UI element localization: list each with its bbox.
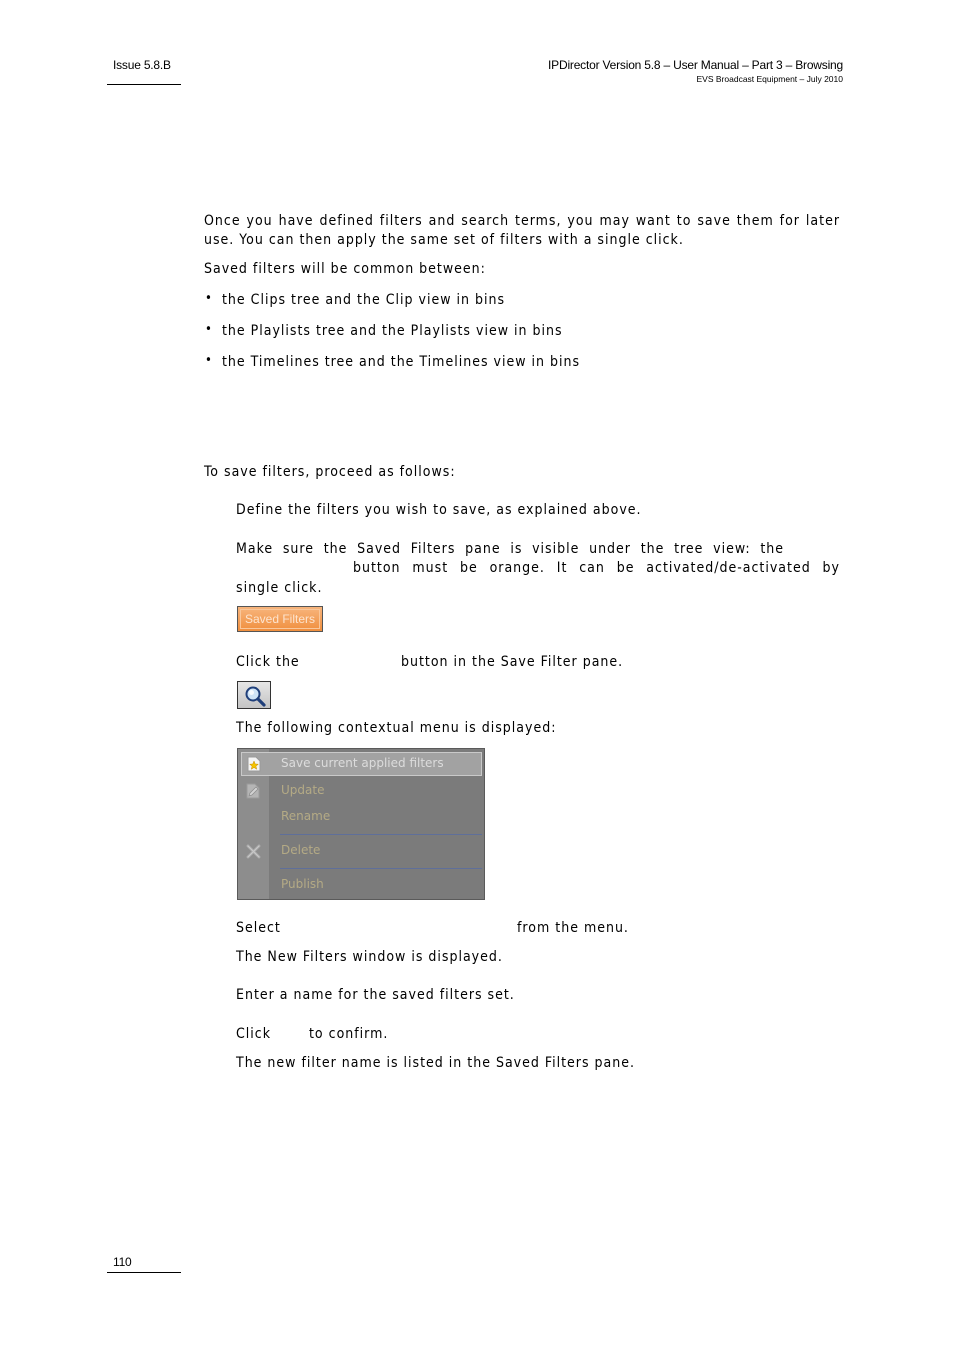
menu-item-label: Publish — [281, 877, 324, 891]
context-menu — [237, 748, 485, 900]
footer-rule — [107, 1272, 181, 1273]
menu-item-label: Rename — [281, 809, 331, 823]
document-subtitle: EVS Broadcast Equipment – July 2010 — [696, 74, 843, 84]
menu-separator — [280, 868, 482, 869]
step-4-prefix: Select — [236, 920, 281, 936]
step-2-line-1: Make sure the Saved Filters pane is visible under the tree view: the — [236, 541, 784, 557]
menu-item-save-current-applied-filters[interactable] — [241, 752, 482, 776]
bullet-item-timelines: the Timelines tree and the Timelines view in bins — [222, 354, 581, 370]
page-number: 110 — [113, 1255, 132, 1269]
bullet-item-clips: the Clips tree and the Clip view in bins — [222, 292, 506, 308]
saved-filters-button[interactable] — [237, 606, 323, 632]
bullet-dot: • — [205, 291, 212, 306]
menu-item-label: Delete — [281, 843, 321, 857]
document-title: IPDirector Version 5.8 – User Manual – Part 3 – Browsing — [548, 58, 843, 72]
step-6-result: The new filter name is listed in the Saved Filters pane. — [236, 1055, 635, 1071]
step-3-result: The following contextual menu is displayed: — [236, 720, 557, 736]
search-button[interactable] — [237, 681, 271, 709]
step-6-prefix: Click — [236, 1026, 272, 1042]
header-rule — [107, 84, 181, 85]
menu-item-rename[interactable] — [238, 805, 484, 829]
step-5-text: Enter a name for the saved filters set. — [236, 987, 515, 1003]
step-1-text: Define the filters you wish to save, as explained above. — [236, 502, 642, 518]
saved-filters-button-label: Saved Filters — [240, 609, 320, 629]
magnifier-icon — [244, 685, 266, 707]
menu-item-update[interactable] — [238, 779, 484, 803]
menu-item-delete[interactable] — [238, 839, 484, 863]
intro-common-text: Saved filters will be common between: — [204, 261, 486, 277]
menu-separator — [280, 834, 482, 835]
pencil-document-icon — [246, 783, 260, 799]
issue-label: Issue 5.8.B — [113, 58, 171, 72]
step-3-prefix: Click the — [236, 654, 300, 670]
menu-item-label: Save current applied filters — [281, 756, 444, 770]
bullet-dot: • — [205, 322, 212, 337]
step-4-suffix: from the menu. — [517, 920, 629, 936]
delete-x-icon — [246, 843, 262, 859]
procedure-lead: To save filters, proceed as follows: — [204, 464, 456, 480]
star-document-icon — [247, 756, 261, 772]
menu-item-publish[interactable] — [238, 873, 484, 897]
step-3-suffix: button in the Save Filter pane. — [401, 654, 624, 670]
step-2-line-3: single click. — [236, 580, 323, 596]
bullet-dot: • — [205, 353, 212, 368]
bullet-item-playlists: the Playlists tree and the Playlists view in bins — [222, 323, 563, 339]
intro-paragraph: Once you have defined filters and search terms, you may want to save them for later use. You can then apply the same set of filters with a single click. — [204, 213, 840, 248]
step-6-suffix: to confirm. — [309, 1026, 389, 1042]
step-2-line-2: button must be orange. It can be activated/de-activated by — [353, 560, 840, 576]
menu-item-label: Update — [281, 783, 325, 797]
step-4-result: The New Filters window is displayed. — [236, 949, 503, 965]
